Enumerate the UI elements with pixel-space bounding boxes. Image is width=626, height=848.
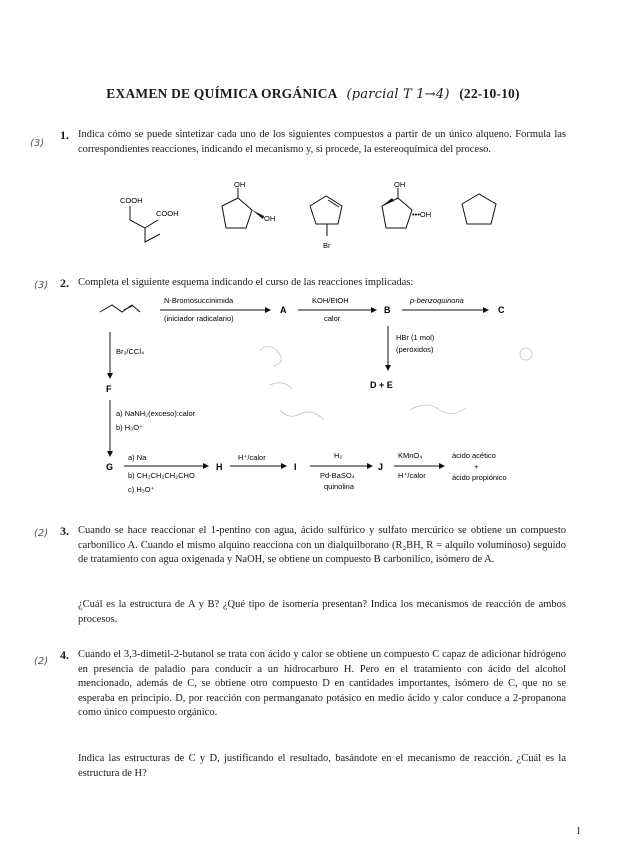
q3-paragraph-2: ¿Cuál es la estructura de A y B? ¿Qué tipo de isomería presentan? Indica los mecanismos de reacción de ambos procesos. <box>78 599 566 625</box>
reagent-nbs: N-Bromosuccinimida <box>164 296 234 305</box>
reagent-hbr: HBr (1 mol) <box>396 333 435 342</box>
reagent-heat-1: calor <box>324 314 341 323</box>
reagent-initiator: (iniciador radicalario) <box>164 314 234 323</box>
q2-score-mark: (3) <box>34 280 49 291</box>
wedge-bond <box>252 210 264 219</box>
reagent-koh: KOH/EtOH <box>312 296 349 305</box>
reagent-br2: Br₂/CCl₄ <box>116 347 145 356</box>
product-propionic-acid: ácido propiónico <box>452 473 507 482</box>
q2-number: 2. <box>60 276 69 290</box>
reagent-butanal: b) CH₃CH₂CH₂CHO <box>128 471 195 480</box>
q4-paragraph-2: Indica las estructuras de C y D, justificando el resultado, basándote en el mecanismo de reacción. ¿Cuál es la estructura de H? <box>78 753 566 779</box>
structure-cyclopentanediol <box>222 188 252 228</box>
exam-title <box>0 86 626 102</box>
structure-trans-diol <box>382 188 412 228</box>
pencil-scribbles <box>260 346 532 420</box>
structure-bromocyclopentene <box>310 196 342 236</box>
reagent-quinoline: quinolina <box>324 482 355 491</box>
reagent-h3o-1: b) H₃O⁺ <box>116 423 144 432</box>
s2-oh-right: OH <box>264 214 276 223</box>
q4-number: 4. <box>60 648 69 662</box>
s1-cooh-top: COOH <box>120 196 143 205</box>
q1-score-mark: (3) <box>30 138 45 149</box>
reagent-acid-heat: H⁺/calor <box>238 453 266 462</box>
reagent-kmno4: KMnO₄ <box>398 451 423 460</box>
starting-alkene <box>100 305 140 312</box>
q3-number: 3. <box>60 524 69 538</box>
s4-oh-top: OH <box>394 180 406 189</box>
s3-br: Br <box>323 241 331 250</box>
compound-A: A <box>280 305 287 315</box>
q3-score-mark: (2) <box>34 528 49 539</box>
page-number: 1 <box>576 826 581 837</box>
title-text: EXAMEN DE QUÍMICA ORGÁNICA <box>106 86 337 101</box>
s2-oh-top: OH <box>234 180 246 189</box>
q1-text: Indica cómo se puede sintetizar cada uno de los siguientes compuestos a partir de un único alqueno. Formula las correspondientes reacciones, indicando el mecanismo y, si procede, la estereoquímica del proceso. <box>78 129 566 155</box>
wedge-bond-2 <box>382 198 394 206</box>
reaction-scheme <box>80 290 550 510</box>
q1-structures <box>110 176 510 254</box>
reagent-nanh2: a) NaNH₂(exceso):calor <box>116 409 196 418</box>
reagent-acid-heat-2: H⁺/calor <box>398 471 426 480</box>
compound-F: F <box>106 384 112 394</box>
q3-paragraph-1: Cuando se hace reaccionar el 1-pentino con agua, ácido sulfúrico y sulfato mercúrico se obtiene un compuesto carbonílico A. Cuando el mismo alquino reacciona con un dialquilborano (R₂BH, R = alquilo voluminoso) seguido de tratamiento con agua oxigenada y NaOH, se obtiene un compuesto B carbonílico, isómero de A. <box>78 525 566 565</box>
compound-G: G <box>106 462 114 472</box>
compound-C: C <box>498 305 505 315</box>
reagent-h2: H₂ <box>334 451 343 460</box>
s4-oh-right: •••OH <box>412 210 432 219</box>
compound-B: B <box>384 305 391 315</box>
reagent-pd-baso4: Pd-BaSO₄ <box>320 471 355 480</box>
reagent-h3o-2: c) H₃O⁺ <box>128 485 155 494</box>
s1-cooh-bottom: COOH <box>156 209 179 218</box>
compound-H: H <box>216 462 223 472</box>
q4-paragraph-1: Cuando el 3,3-dimetil-2-butanol se trata con ácido y calor se obtiene un compuesto C capaz de adicionar hidrógeno en presencia de paladio para conducir a un hidrocarburo H. Pero en el tratamiento con ácido del alcohol mencionado, además de C, se obtiene otro compuesto D en cantidades importantes, isómero de C, que no se esperaba en principio. D, por reacción con permanganato potásico en medio ácido y calor conduce a 2-propanona como único compuesto orgánico. <box>78 649 566 718</box>
reagent-benzoquinone: p-benzoquinona <box>410 296 464 305</box>
q2-text: Completa el siguiente esquema indicando el curso de las reacciones implicadas: <box>78 277 414 288</box>
product-plus: + <box>474 462 479 471</box>
q4-score-mark: (2) <box>34 656 49 667</box>
q1-number: 1. <box>60 128 69 142</box>
handwritten-note: (parcial T 1→4) <box>346 87 450 102</box>
exam-date: (22-10-10) <box>459 86 520 101</box>
compound-I: I <box>294 462 297 472</box>
structure-cyclopentane <box>462 194 496 224</box>
reagent-peroxides: (peróxidos) <box>396 345 434 354</box>
product-acetic-acid: ácido acético <box>452 451 496 460</box>
compounds-D-E: D + E <box>370 380 393 390</box>
reagent-na: a) Na <box>128 453 147 462</box>
compound-J: J <box>378 462 384 472</box>
